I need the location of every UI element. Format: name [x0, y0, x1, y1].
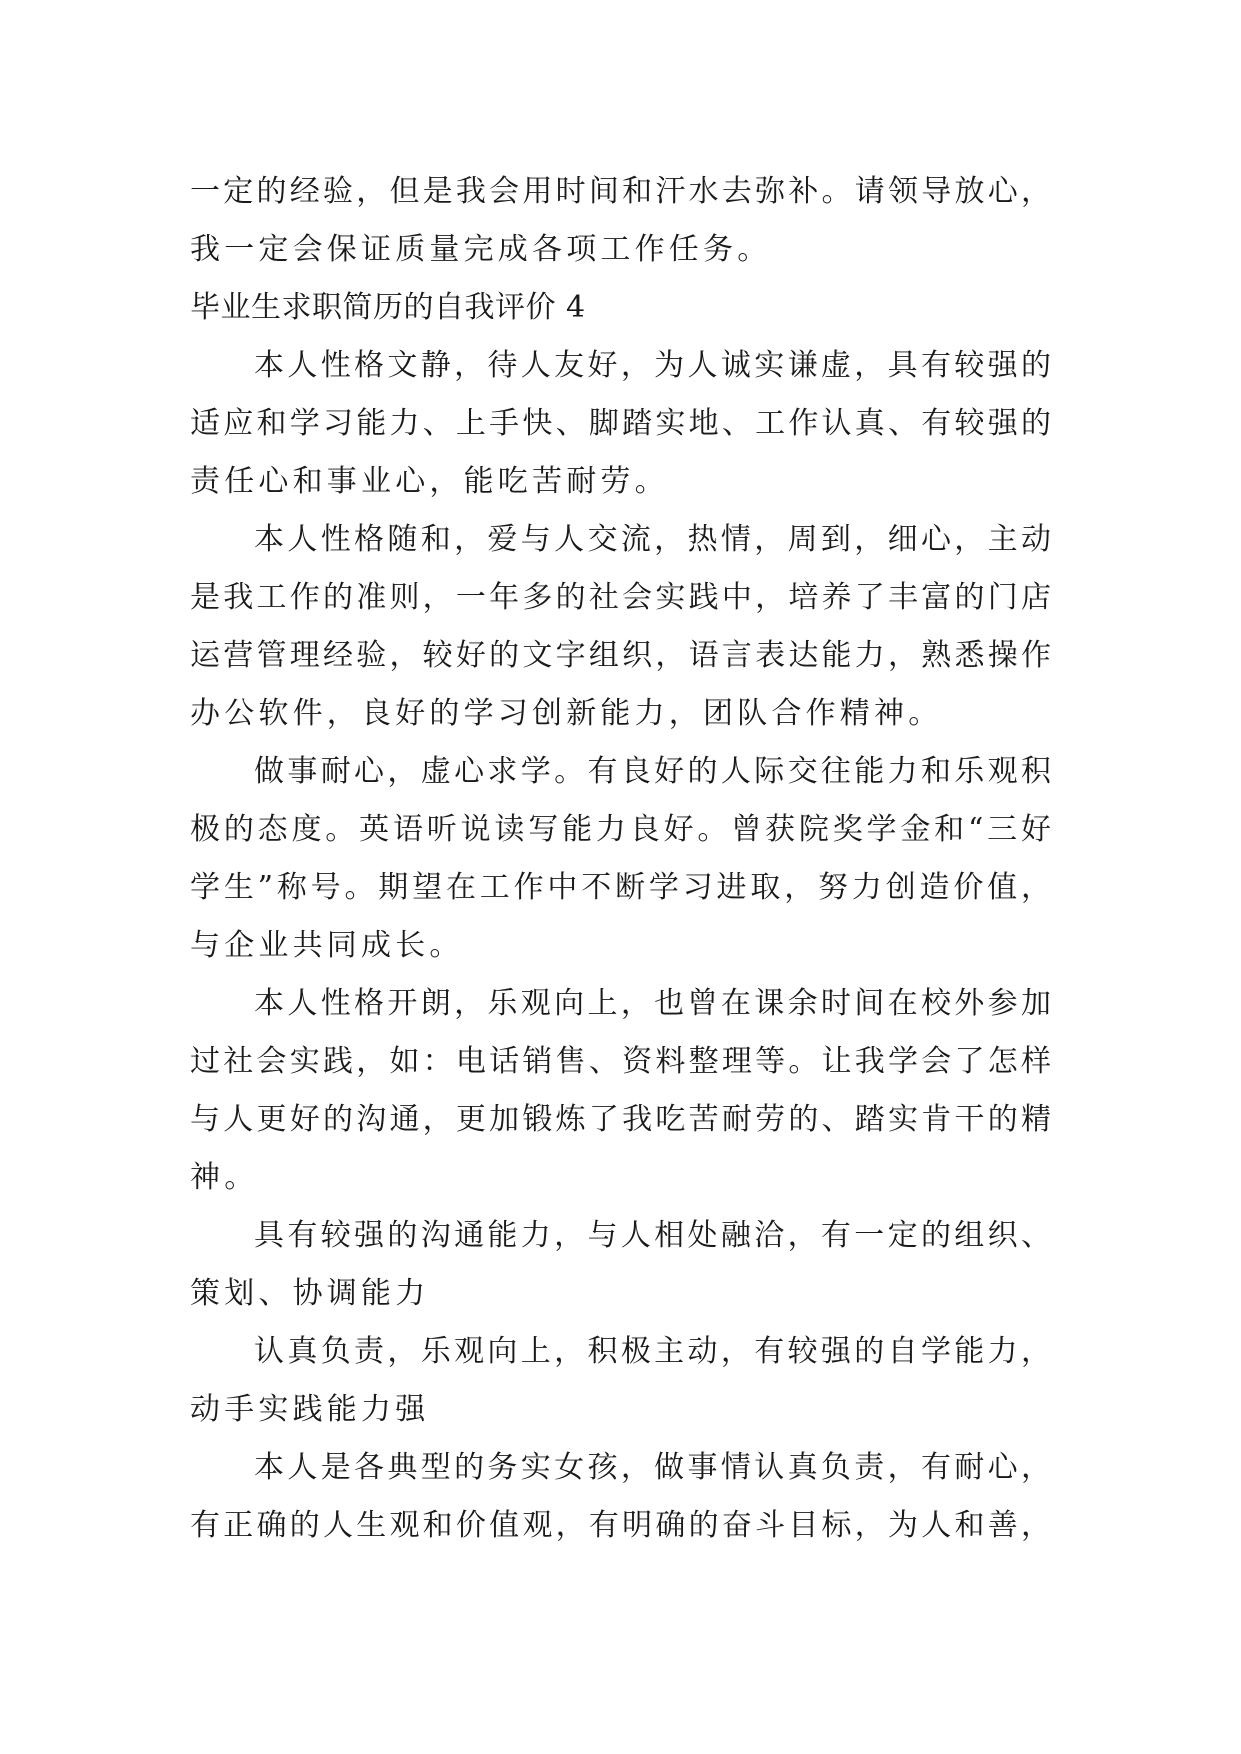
- text-line: 神。: [190, 1160, 259, 1195]
- text-line: 运营管理经验，较好的文字组织，语言表达能力，熟悉操作: [190, 638, 1051, 673]
- text-line: 学生”称号。期望在工作中不断学习进取，努力创造价值，: [190, 870, 1051, 905]
- text-line: 我一定会保证质量完成各项工作任务。: [190, 232, 772, 267]
- text-line: 策划、协调能力: [190, 1276, 430, 1311]
- paragraph-first-line: 本人性格随和，爱与人交流，热情，周到，细心，主动: [254, 522, 1051, 557]
- text-line: 过社会实践，如：电话销售、资料整理等。让我学会了怎样: [190, 1044, 1051, 1079]
- section-heading: 毕业生求职简历的自我评价 4: [190, 290, 586, 325]
- text-line: 责任心和事业心，能吃苦耐劳。: [190, 464, 669, 499]
- text-line: 适应和学习能力、上手快、脚踏实地、工作认真、有较强的: [190, 406, 1051, 441]
- document-body: [190, 163, 1051, 1555]
- text-line: 一定的经验，但是我会用时间和汗水去弥补。请领导放心，: [190, 174, 1051, 209]
- text-line: 是我工作的准则，一年多的社会实践中，培养了丰富的门店: [190, 580, 1051, 615]
- paragraph-first-line: 本人是各典型的务实女孩，做事情认真负责，有耐心，: [254, 1450, 1051, 1485]
- text-line: 与企业共同成长。: [190, 928, 464, 963]
- paragraph-first-line: 本人性格文静，待人友好，为人诚实谦虚，具有较强的: [254, 348, 1051, 383]
- text-line: 极的态度。英语听说读写能力良好。曾获院奖学金和“三好: [190, 812, 1051, 847]
- text-line: 动手实践能力强: [190, 1392, 430, 1427]
- paragraph-first-line: 具有较强的沟通能力，与人相处融洽，有一定的组织、: [254, 1218, 1051, 1253]
- paragraph-first-line: 做事耐心，虚心求学。有良好的人际交往能力和乐观积: [254, 754, 1051, 789]
- paragraph-first-line: 认真负责，乐观向上，积极主动，有较强的自学能力，: [254, 1334, 1051, 1369]
- text-line: 与人更好的沟通，更加锻炼了我吃苦耐劳的、踏实肯干的精: [190, 1102, 1051, 1137]
- paragraph-first-line: 本人性格开朗，乐观向上，也曾在课余时间在校外参加: [254, 986, 1051, 1021]
- text-line: 有正确的人生观和价值观，有明确的奋斗目标，为人和善，: [190, 1508, 1051, 1543]
- text-line: 办公软件，良好的学习创新能力，团队合作精神。: [190, 696, 943, 731]
